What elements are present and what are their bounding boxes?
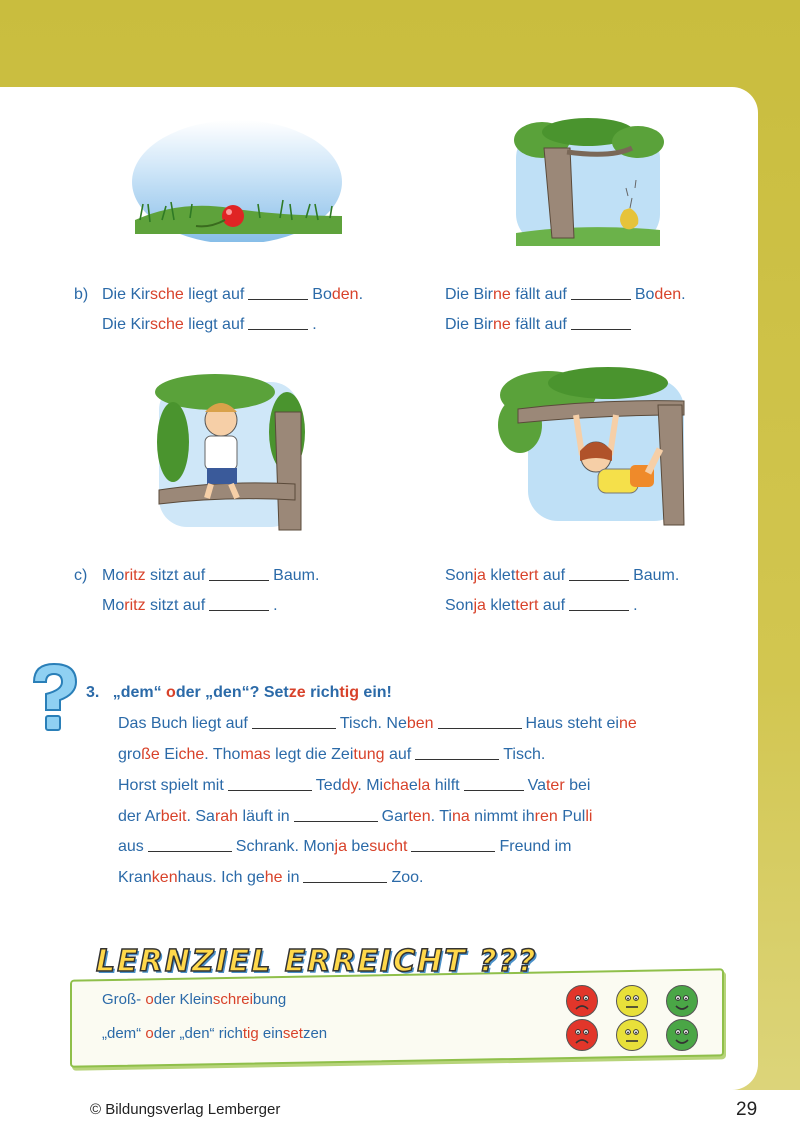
sentence-c-left-2: Moritz sitzt auf . (102, 597, 278, 614)
section-c-label: c) (74, 567, 88, 584)
exercise-3-line-1: Das Buch liegt auf Tisch. Neben Haus steht eine (118, 715, 637, 732)
blank-field[interactable] (209, 580, 269, 581)
cherry-on-grass-illustration (130, 112, 345, 242)
exercise-3-title: 3. „dem“ oder „den“? Setze richtig ein! (86, 684, 392, 701)
lernziel-row-2: „dem“ oder „den“ richtig einsetzen (102, 1025, 328, 1042)
boy-sitting-on-tree-illustration (155, 372, 305, 532)
blank-field[interactable] (438, 728, 522, 729)
lernziel-box (70, 968, 724, 1067)
exercise-3-line-5: aus Schrank. Monja besucht Freund im (118, 838, 572, 855)
blank-field[interactable] (248, 299, 308, 300)
sentence-b-right-1: Die Birne fällt auf Boden. (445, 286, 686, 303)
sentence-c-right-2: Sonja klettert auf . (445, 597, 638, 614)
blank-field[interactable] (571, 329, 631, 330)
pear-falling-from-tree-illustration (512, 118, 664, 248)
question-mark-icon (22, 660, 86, 736)
lernziel-row-1: Groß- oder Kleinschreibung (102, 991, 287, 1008)
sentence-b-left-1: Die Kirsche liegt auf Boden. (102, 286, 364, 303)
sad-face-icon[interactable] (566, 985, 598, 1017)
girl-climbing-tree-illustration (498, 365, 688, 527)
blank-field[interactable] (569, 580, 629, 581)
blank-field[interactable] (571, 299, 631, 300)
blank-field[interactable] (415, 759, 499, 760)
section-b-label: b) (74, 286, 89, 303)
lernziel-title: LERNZIEL ERREICHT ??? (96, 944, 538, 979)
blank-field[interactable] (464, 790, 524, 791)
sentence-c-left-1: Moritz sitzt auf Baum. (102, 567, 320, 584)
neutral-face-icon[interactable] (616, 1019, 648, 1051)
blank-field[interactable] (303, 882, 387, 883)
sad-face-icon[interactable] (566, 1019, 598, 1051)
blank-field[interactable] (294, 821, 378, 822)
blank-field[interactable] (209, 610, 269, 611)
exercise-3-line-2: große Eiche. Thomas legt die Zeitung auf Tisch. (118, 746, 546, 763)
sentence-c-right-1: Sonja klettert auf Baum. (445, 567, 680, 584)
happy-face-icon[interactable] (666, 1019, 698, 1051)
exercise-3-line-3: Horst spielt mit Teddy. Michaela hilft Vater bei (118, 777, 591, 794)
exercise-3-line-4: der Arbeit. Sarah läuft in Garten. Tina nimmt ihren Pulli (118, 808, 593, 825)
blank-field[interactable] (148, 851, 232, 852)
copyright-text: © Bildungsverlag Lemberger (90, 1101, 281, 1118)
blank-field[interactable] (569, 610, 629, 611)
neutral-face-icon[interactable] (616, 985, 648, 1017)
blank-field[interactable] (411, 851, 495, 852)
happy-face-icon[interactable] (666, 985, 698, 1017)
blank-field[interactable] (252, 728, 336, 729)
exercise-3-line-6: Krankenhaus. Ich gehe in Zoo. (118, 869, 424, 886)
sentence-b-right-2: Die Birne fällt auf (445, 315, 635, 335)
blank-field[interactable] (228, 790, 312, 791)
blank-field[interactable] (248, 329, 308, 330)
sentence-b-left-2: Die Kirsche liegt auf . (102, 316, 317, 333)
page-number: 29 (736, 1099, 758, 1120)
